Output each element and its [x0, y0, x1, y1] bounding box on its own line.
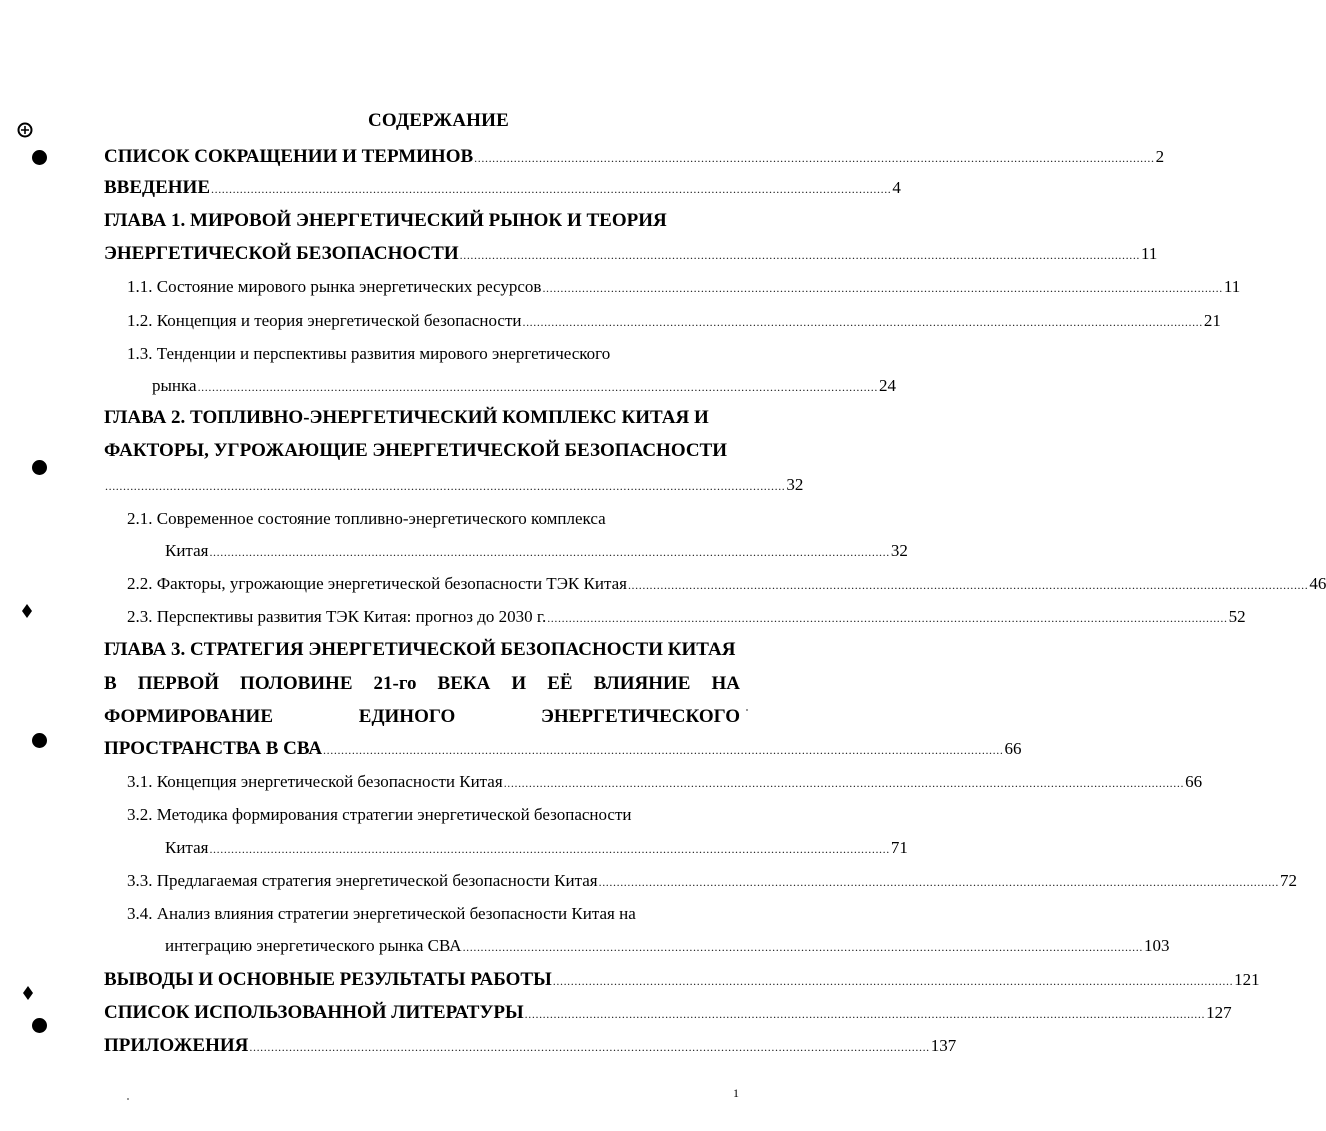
toc-section-3-1 [127, 772, 1203, 791]
punch-hole-icon [32, 1018, 47, 1033]
toc-section-3-4-line1 [127, 905, 636, 922]
toc-entry-appendix [104, 1035, 957, 1056]
scan-mark-icon [20, 603, 34, 619]
toc-page: 21 [1203, 311, 1221, 330]
toc-word: В [104, 673, 117, 694]
toc-page: 52 [1228, 607, 1246, 626]
toc-section-1-1 [127, 277, 1241, 296]
dot-leader: ............................................................................................................................................................................................. [552, 974, 1234, 988]
dot-leader: ............................................................................................................................................................................................. [522, 315, 1203, 329]
toc-page: 66 [1185, 772, 1203, 791]
toc-section-3-4-line2 [165, 936, 1170, 955]
toc-section-3-2-line1 [127, 806, 632, 823]
toc-chapter1-line2 [104, 243, 1158, 264]
toc-word: ПОЛОВИНЕ [240, 673, 353, 694]
scan-speck [127, 1098, 129, 1100]
toc-section-2-1-line1 [127, 510, 606, 527]
toc-word: ВЛИЯНИЕ [593, 673, 691, 694]
toc-section-1-3-line1 [127, 345, 610, 362]
toc-label: Китая [165, 541, 209, 560]
toc-label: 1.1. Состояние мирового рынка энергетических ресурсов [127, 277, 542, 296]
dot-leader: ............................................................................................................................................................................................. [474, 151, 1155, 165]
toc-label: ГЛАВА 2. ТОПЛИВНО-ЭНЕРГЕТИЧЕСКИЙ КОМПЛЕКС КИТАЯ И [104, 407, 709, 428]
scan-mark-icon [21, 985, 35, 1001]
toc-label: ВЫВОДЫ И ОСНОВНЫЕ РЕЗУЛЬТАТЫ РАБОТЫ [104, 969, 552, 990]
dot-leader: ............................................................................................................................................................................................. [547, 611, 1228, 625]
dot-leader: ............................................................................................................................................................................................. [459, 248, 1141, 262]
toc-label: ГЛАВА 1. МИРОВОЙ ЭНЕРГЕТИЧЕСКИЙ РЫНОК И ТЕОРИЯ [104, 210, 667, 231]
toc-entry-conclusions [104, 969, 1260, 990]
toc-label: СПИСОК ИСПОЛЬЗОВАННОЙ ЛИТЕРАТУРЫ [104, 1002, 524, 1023]
toc-section-1-3-line2 [152, 376, 896, 395]
dot-leader: ............................................................................................................................................................................................. [211, 182, 892, 196]
toc-word: 21-го [373, 673, 417, 694]
toc-word: ЕЁ [547, 673, 573, 694]
toc-label: интеграцию энергетического рынка СВА [165, 936, 462, 955]
toc-page: 32 [786, 475, 804, 494]
dot-leader: ............................................................................................................................................................................................. [598, 875, 1279, 889]
toc-chapter2-line3 [104, 475, 804, 494]
toc-chapter3-line4 [104, 738, 1022, 759]
dot-leader: ............................................................................................................................................................................................. [105, 479, 786, 493]
toc-section-2-2 [127, 574, 1326, 593]
punch-hole-icon [32, 150, 47, 165]
toc-section-2-3 [127, 607, 1246, 626]
toc-section-3-2-line2 [165, 838, 908, 857]
toc-page: 103 [1143, 936, 1170, 955]
toc-page: 137 [930, 1036, 957, 1055]
toc-label: 3.2. Методика формирования стратегии энергетической безопасности [127, 805, 632, 824]
toc-page: 71 [890, 838, 908, 857]
toc-section-2-1-line2 [165, 541, 908, 560]
toc-label: ПРИЛОЖЕНИЯ [104, 1035, 249, 1056]
toc-chapter2-line1 [104, 408, 709, 427]
toc-chapter3-line3 [104, 706, 740, 728]
toc-page: 24 [878, 376, 896, 395]
toc-label: 2.2. Факторы, угрожающие энергетической безопасности ТЭК Китая [127, 574, 627, 593]
toc-page: 127 [1206, 1003, 1232, 1022]
toc-page: 72 [1280, 871, 1297, 890]
toc-label: ГЛАВА 3. СТРАТЕГИЯ ЭНЕРГЕТИЧЕСКОЙ БЕЗОПАСНОСТИ КИТАЯ [104, 639, 736, 660]
toc-entry-introduction [104, 177, 901, 198]
toc-label: 3.3. Предлагаемая стратегия энергетической безопасности Китая [127, 871, 598, 890]
toc-label: ПРОСТРАНСТВА В СВА [104, 738, 323, 759]
toc-label: ВВЕДЕНИЕ [104, 177, 210, 198]
dot-leader: ............................................................................................................................................................................................. [627, 578, 1309, 592]
toc-page: 46 [1309, 574, 1326, 593]
toc-chapter1-line1 [104, 211, 667, 230]
toc-label: СПИСОК СОКРАЩЕНИИ И ТЕРМИНОВ [104, 146, 474, 167]
toc-label: 2.3. Перспективы развития ТЭК Китая: прогноз до 2030 г. [127, 607, 547, 626]
page-number: 1 [733, 1086, 739, 1100]
dot-leader: ............................................................................................................................................................................................. [524, 1007, 1206, 1021]
toc-entry-abbreviations [104, 146, 1165, 167]
scan-mark-icon [16, 121, 36, 139]
toc-label: рынка [152, 376, 197, 395]
toc-word: ЕДИНОГО [358, 706, 456, 727]
toc-page: 11 [1223, 277, 1241, 296]
dot-leader: ............................................................................................................................................................................................. [323, 743, 1004, 757]
toc-word: ФОРМИРОВАНИЕ [104, 706, 273, 727]
toc-label: ФАКТОРЫ, УГРОЖАЮЩИЕ ЭНЕРГЕТИЧЕСКОЙ БЕЗОПАСНОСТИ [104, 440, 728, 461]
toc-label: 1.3. Тенденции и перспективы развития мирового энергетического [127, 344, 611, 363]
dot-leader: ............................................................................................................................................................................................. [197, 380, 878, 394]
scan-speck [746, 709, 748, 711]
toc-chapter3-line2 [104, 673, 740, 695]
punch-hole-icon [32, 460, 47, 475]
toc-section-3-3 [127, 871, 1297, 890]
toc-page: 4 [892, 178, 901, 197]
toc-word: НА [711, 673, 740, 694]
dot-leader: ............................................................................................................................................................................................. [503, 776, 1185, 790]
dot-leader: ............................................................................................................................................................................................. [462, 940, 1143, 954]
toc-page: 11 [1141, 244, 1158, 263]
toc-page: 66 [1004, 739, 1022, 758]
toc-word: И [511, 673, 527, 694]
toc-page: 121 [1234, 970, 1260, 989]
toc-entry-references [104, 1002, 1232, 1023]
toc-word: ПЕРВОЙ [137, 673, 220, 694]
toc-chapter3-line1 [104, 640, 735, 659]
toc-word: ЭНЕРГЕТИЧЕСКОГО [541, 706, 740, 727]
toc-chapter2-line2 [104, 441, 727, 460]
toc-label: 2.1. Современное состояние топливно-энергетического комплекса [127, 509, 606, 528]
toc-word: ВЕКА [437, 673, 491, 694]
punch-hole-icon [32, 733, 47, 748]
toc-label: Китая [165, 838, 209, 857]
dot-leader: ............................................................................................................................................................................................. [542, 281, 1223, 295]
toc-label: 1.2. Концепция и теория энергетической безопасности [127, 311, 522, 330]
dot-leader: ............................................................................................................................................................................................. [249, 1040, 930, 1054]
toc-label: 3.1. Концепция энергетической безопасности Китая [127, 772, 503, 791]
toc-page: 32 [890, 541, 908, 560]
toc-label: 3.4. Анализ влияния стратегии энергетической безопасности Китая на [127, 904, 636, 923]
page-title: СОДЕРЖАНИЕ [368, 110, 509, 131]
dot-leader: ............................................................................................................................................................................................. [209, 842, 890, 856]
toc-page: 2 [1155, 147, 1165, 166]
dot-leader: ............................................................................................................................................................................................. [209, 545, 890, 559]
toc-section-1-2 [127, 311, 1221, 330]
toc-label: ЭНЕРГЕТИЧЕСКОЙ БЕЗОПАСНОСТИ [104, 243, 459, 264]
